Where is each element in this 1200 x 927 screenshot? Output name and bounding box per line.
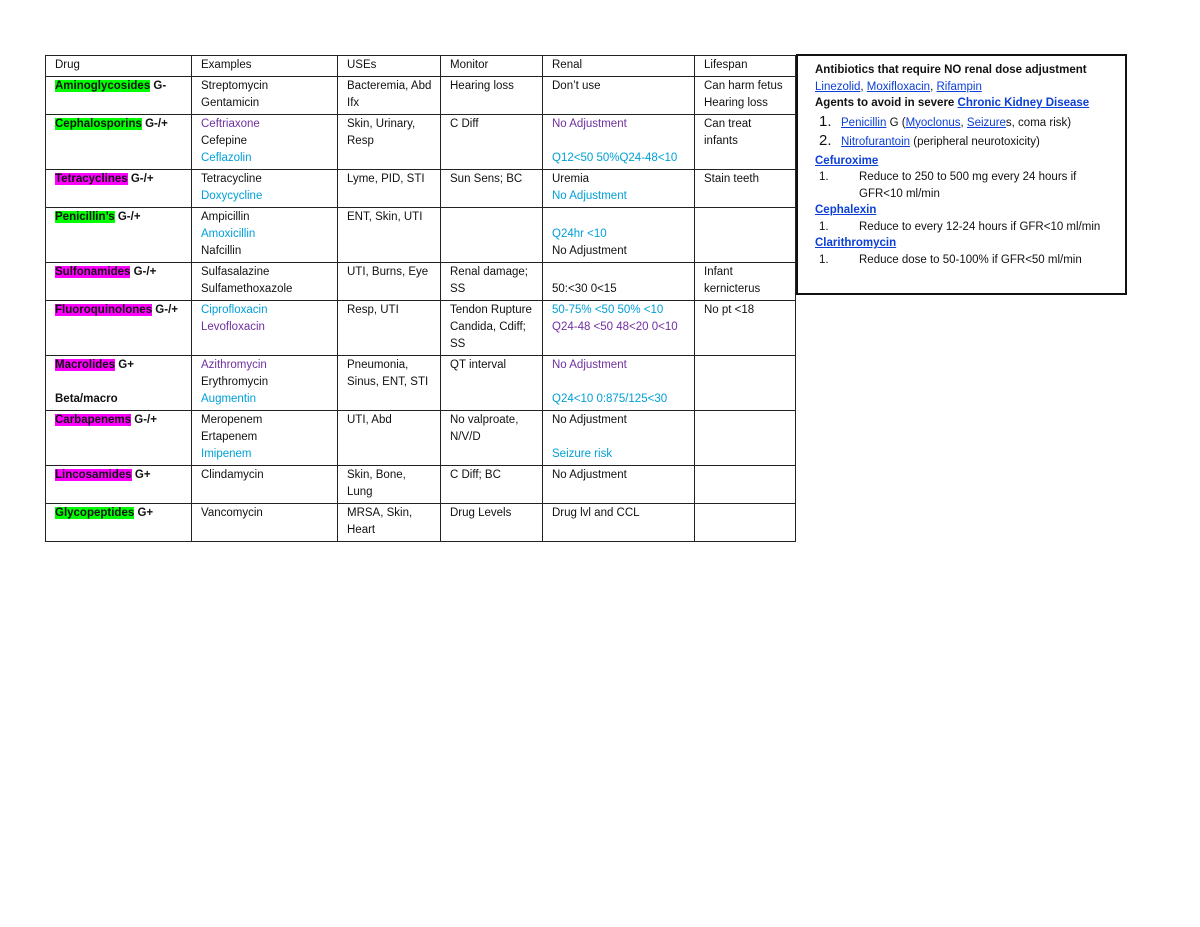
lifespan-cell: No pt <18	[695, 301, 796, 356]
example-drug: Nafcillin	[201, 245, 242, 257]
avoid-item-nitrofurantoin: 2. Nitrofurantoin (peripheral neurotoxicity)	[815, 133, 1113, 151]
uses-cell: Pneumonia, Sinus, ENT, STI	[338, 356, 441, 411]
monitor-cell: QT interval	[441, 356, 543, 411]
examples-cell	[192, 356, 338, 411]
renal-note: No Adjustment	[552, 359, 627, 371]
header-uses: USEs	[338, 56, 441, 77]
header-monitor: Monitor	[441, 56, 543, 77]
renal-note: 50:<30 0<15	[552, 283, 617, 295]
examples-cell	[192, 301, 338, 356]
table-row	[46, 208, 796, 263]
drug-cell	[46, 466, 192, 504]
renal-cell	[543, 356, 695, 411]
example-drug: Ertapenem	[201, 431, 258, 443]
example-drug: Ceftriaxone	[201, 118, 260, 130]
table-row	[46, 504, 796, 542]
renal-note: No Adjustment	[552, 190, 627, 202]
example-drug: Levofloxacin	[201, 321, 265, 333]
uses-cell: Bacteremia, Abd Ifx	[338, 77, 441, 115]
monitor-cell: Sun Sens; BC	[441, 170, 543, 208]
gram-stain: G+	[115, 359, 134, 371]
moxifloxacin-link[interactable]: Moxifloxacin	[866, 80, 931, 93]
renal-cell	[543, 411, 695, 466]
drug-class-name: Carbapenems	[55, 414, 132, 426]
drug-class-name: Cephalosporins	[55, 118, 142, 130]
table-row	[46, 77, 796, 115]
example-drug: Sulfamethoxazole	[201, 283, 293, 295]
gram-stain: G-/+	[152, 304, 178, 316]
monitor-cell: C Diff	[441, 115, 543, 170]
list-number: 1.	[819, 112, 832, 130]
lifespan-cell	[695, 466, 796, 504]
example-drug: Cefepine	[201, 135, 248, 147]
drug-class-name: Penicillin’s	[55, 211, 115, 223]
example-drug: Ceflazolin	[201, 152, 252, 164]
example-drug: Vancomycin	[201, 507, 263, 519]
no-adjust-list: Linezolid, Moxifloxacin, Rifampin	[815, 80, 982, 93]
renal-note: No Adjustment	[552, 469, 627, 481]
renal-notes-box	[796, 54, 1127, 295]
uses-cell: UTI, Abd	[338, 411, 441, 466]
table-row	[46, 411, 796, 466]
example-drug: Augmentin	[201, 393, 256, 405]
myoclonus-link[interactable]: Myoclonus	[905, 116, 961, 129]
header-examples: Examples	[192, 56, 338, 77]
gram-stain: G+	[134, 507, 154, 519]
antibiotic-table	[45, 55, 796, 542]
renal-note: No Adjustment	[552, 245, 627, 257]
example-drug: Amoxicillin	[201, 228, 256, 240]
uses-cell: UTI, Burns, Eye	[338, 263, 441, 301]
list-number: 2.	[819, 132, 832, 149]
drug-cell	[46, 77, 192, 115]
clarithromycin-link[interactable]: Clarithromycin	[815, 237, 897, 249]
drug-class-name: Macrolides	[55, 359, 116, 371]
example-drug: Ciprofloxacin	[201, 304, 268, 316]
avoid-item-penicillin: 1. Penicillin G (Myoclonus, Seizures, coma risk)	[815, 114, 1113, 132]
lifespan-cell	[695, 356, 796, 411]
table-row	[46, 263, 796, 301]
example-drug: Meropenem	[201, 414, 263, 426]
drug-class-name: Sulfonamides	[55, 266, 131, 278]
monitor-cell: C Diff; BC	[441, 466, 543, 504]
examples-cell	[192, 77, 338, 115]
drug-cell	[46, 301, 192, 356]
seizure-link[interactable]: Seizure	[966, 116, 1006, 129]
examples-cell	[192, 115, 338, 170]
lifespan-cell	[695, 504, 796, 542]
example-drug: Doxycycline	[201, 190, 263, 202]
examples-cell	[192, 263, 338, 301]
uses-cell: Skin, Urinary, Resp	[338, 115, 441, 170]
table-header-row	[46, 56, 796, 77]
renal-note: No Adjustment	[552, 118, 627, 130]
gram-stain: G-/+	[141, 118, 168, 130]
lifespan-cell: Can harm fetus Hearing loss	[695, 77, 796, 115]
example-drug: Streptomycin	[201, 80, 269, 92]
example-drug: Ampicillin	[201, 211, 250, 223]
renal-note: Q12<50 50%Q24-48<10	[552, 152, 678, 164]
header-renal: Renal	[543, 56, 695, 77]
lifespan-cell: Can treat infants	[695, 115, 796, 170]
uses-cell: Lyme, PID, STI	[338, 170, 441, 208]
nitrofurantoin-link[interactable]: Nitrofurantoin	[841, 136, 911, 148]
drug-class-name: Aminoglycosides	[55, 80, 151, 92]
table-body	[46, 77, 796, 542]
renal-cell	[543, 301, 695, 356]
renal-cell	[543, 77, 695, 115]
cefuroxime-link[interactable]: Cefuroxime	[815, 154, 879, 167]
uses-cell: MRSA, Skin, Heart	[338, 504, 441, 542]
table-row	[46, 170, 796, 208]
penicillin-link[interactable]: Penicillin	[841, 116, 887, 129]
example-drug: Gentamicin	[201, 97, 260, 109]
renal-note: Q24<10 0:875/125<30	[552, 393, 668, 405]
rifampin-link[interactable]: Rifampin	[936, 80, 982, 93]
table-row	[46, 466, 796, 504]
monitor-cell: Drug Levels	[441, 504, 543, 542]
drug-cell	[46, 208, 192, 263]
renal-cell	[543, 504, 695, 542]
drug-class-name: Fluoroquinolones	[55, 304, 153, 316]
monitor-cell: No valproate, N/V/D	[441, 411, 543, 466]
header-drug: Drug	[46, 56, 192, 77]
example-drug: Tetracycline	[201, 173, 262, 185]
example-drug: Erythromycin	[201, 376, 269, 388]
drug-cell	[46, 504, 192, 542]
drug-class-note: Beta/macro	[55, 393, 118, 405]
linezolid-link[interactable]: Linezolid	[815, 80, 861, 93]
avoid-heading: Agents to avoid in severe Chronic Kidney Disease	[815, 97, 1090, 109]
example-drug: Clindamycin	[201, 469, 264, 481]
example-drug: Azithromycin	[201, 359, 267, 371]
gram-stain: G-/+	[114, 211, 141, 223]
cephalexin-note: 1. Reduce to every 12-24 hours if GFR<10 ml/min	[819, 220, 1101, 233]
examples-cell	[192, 466, 338, 504]
renal-note: Seizure risk	[552, 448, 613, 460]
uses-cell: ENT, Skin, UTI	[338, 208, 441, 263]
renal-note: Drug lvl and CCL	[552, 507, 640, 519]
table-row	[46, 115, 796, 170]
uses-cell: Skin, Bone, Lung	[338, 466, 441, 504]
renal-cell	[543, 115, 695, 170]
renal-note: No Adjustment	[552, 414, 627, 426]
example-drug: Sulfasalazine	[201, 266, 270, 278]
renal-note: Q24-48 <50 48<20 0<10	[552, 321, 678, 333]
gram-stain: G-/+	[131, 414, 157, 426]
lifespan-cell	[695, 208, 796, 263]
table-row	[46, 356, 796, 411]
drug-cell	[46, 170, 192, 208]
notes-title: Antibiotics that require NO renal dose adjustment	[815, 64, 1087, 76]
drug-cell	[46, 411, 192, 466]
monitor-cell	[441, 208, 543, 263]
cephalexin-link[interactable]: Cephalexin	[815, 204, 877, 216]
ckd-link[interactable]: Chronic Kidney Disease	[957, 97, 1090, 109]
renal-note: 50-75% <50 50% <10	[552, 304, 664, 316]
drug-cell	[46, 356, 192, 411]
monitor-cell: Renal damage; SS	[441, 263, 543, 301]
gram-stain: G+	[131, 469, 151, 481]
monitor-cell: Hearing loss	[441, 77, 543, 115]
lifespan-cell: Stain teeth	[695, 170, 796, 208]
drug-class-name: Glycopeptides	[55, 507, 135, 519]
gram-stain: G-/+	[127, 173, 154, 185]
drug-class-name: Lincosamides	[55, 469, 132, 481]
renal-cell	[543, 208, 695, 263]
clarithromycin-note: 1. Reduce dose to 50-100% if GFR<50 ml/min	[819, 253, 1082, 266]
drug-class-name: Tetracyclines	[55, 173, 128, 185]
table-row	[46, 301, 796, 356]
renal-note: Don’t use	[552, 80, 601, 92]
header-lifespan: Lifespan	[695, 56, 796, 77]
examples-cell	[192, 208, 338, 263]
uses-cell: Resp, UTI	[338, 301, 441, 356]
gram-stain: G-/+	[130, 266, 157, 278]
renal-cell	[543, 263, 695, 301]
lifespan-cell: Infant kernicterus	[695, 263, 796, 301]
monitor-cell: Tendon Rupture Candida, Cdiff; SS	[441, 301, 543, 356]
example-drug: Imipenem	[201, 448, 252, 460]
examples-cell	[192, 170, 338, 208]
drug-cell	[46, 263, 192, 301]
examples-cell	[192, 504, 338, 542]
examples-cell	[192, 411, 338, 466]
drug-cell	[46, 115, 192, 170]
renal-note: Uremia	[552, 173, 590, 185]
lifespan-cell	[695, 411, 796, 466]
gram-stain: G-	[150, 80, 167, 92]
cefuroxime-note: 1. Reduce to 250 to 500 mg every 24 hours if GFR<10 ml/min	[819, 171, 1077, 200]
renal-cell	[543, 466, 695, 504]
renal-cell	[543, 170, 695, 208]
renal-note: Q24hr <10	[552, 228, 607, 240]
